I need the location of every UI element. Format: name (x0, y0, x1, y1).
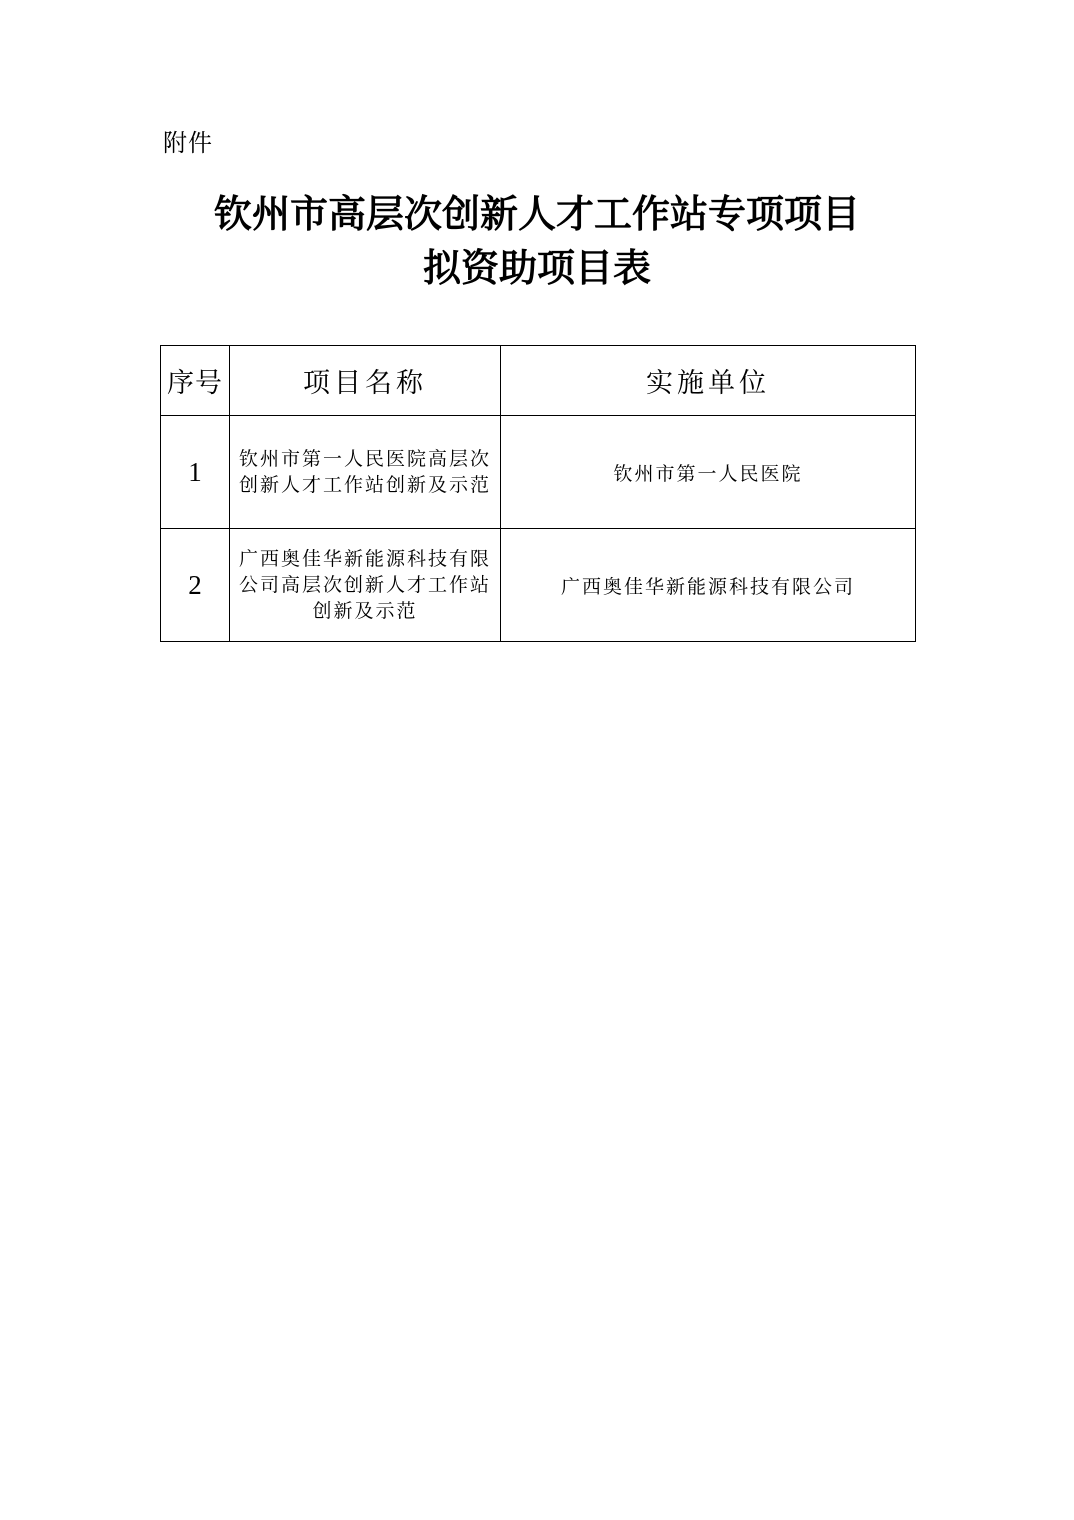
project-name-line: 广西奥佳华新能源科技有限 (238, 548, 491, 570)
document-title-line-2: 拟资助项目表 (422, 245, 651, 290)
table-row (161, 529, 916, 642)
project-name-line: 创新人才工作站创新及示范 (238, 474, 491, 496)
column-header-implementing-unit: 实施单位 (501, 346, 916, 416)
project-name-line: 公司高层次创新人才工作站 (238, 574, 491, 596)
table-header-row (161, 346, 916, 416)
row-implementing-unit: 钦州市第一人民医院 (501, 416, 916, 529)
project-name-line: 钦州市第一人民医院高层次 (238, 448, 491, 470)
table-row (161, 416, 916, 529)
row-seq: 2 (161, 529, 230, 642)
column-header-project-name: 项目名称 (230, 346, 501, 416)
row-seq: 1 (161, 416, 230, 529)
row-implementing-unit: 广西奥佳华新能源科技有限公司 (501, 529, 916, 642)
project-name-line: 创新及示范 (312, 600, 418, 622)
row-project-name (230, 529, 501, 642)
attachment-label: 附件 (163, 129, 213, 157)
column-header-seq: 序号 (161, 346, 230, 416)
funding-projects-table (160, 345, 916, 642)
document-title-line-1: 钦州市高层次创新人才工作站专项项目 (213, 191, 860, 236)
row-project-name (230, 416, 501, 529)
